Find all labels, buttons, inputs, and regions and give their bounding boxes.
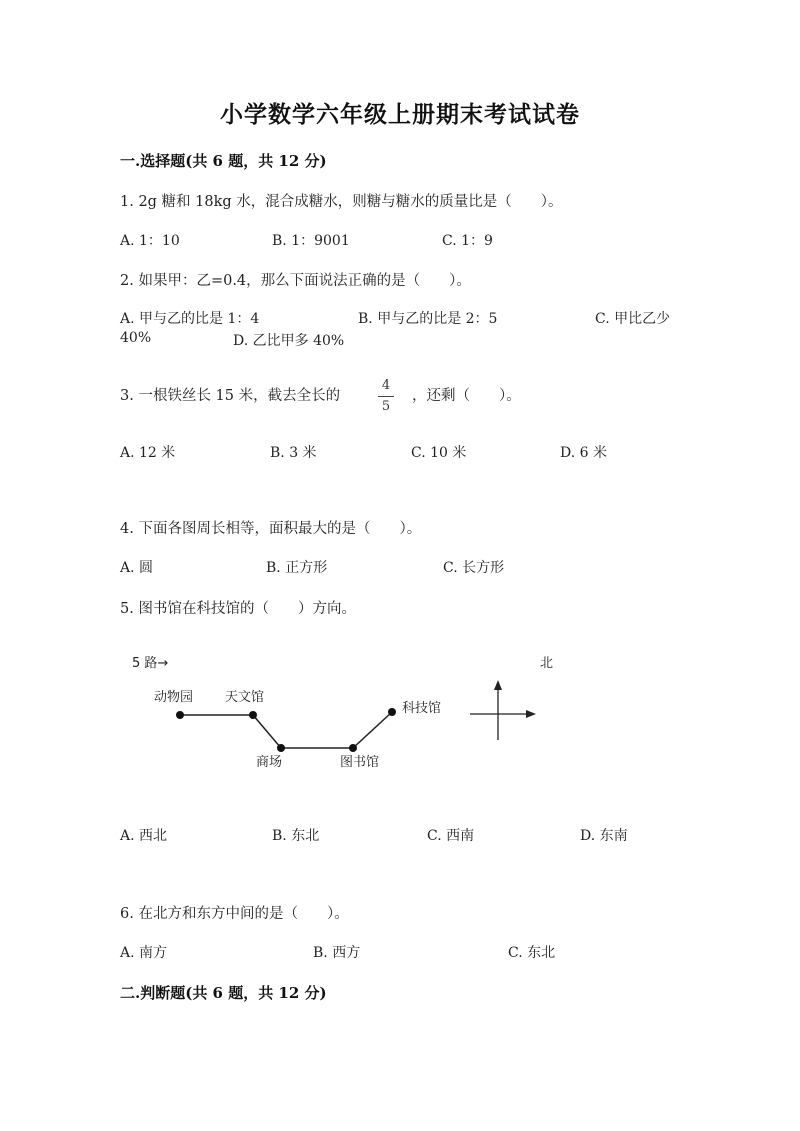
stop-label-library: 图书馆	[340, 755, 380, 770]
question-5: 5. 图书馆在科技馆的（ ）方向。	[120, 601, 356, 617]
q3-option-a: A. 12 米	[120, 445, 176, 461]
q5-option-a: A. 西北	[120, 828, 168, 844]
q6-option-b: B. 西方	[313, 945, 361, 961]
fraction-numerator: 4	[378, 377, 394, 397]
q3-option-d: D. 6 米	[560, 445, 607, 461]
question-4: 4. 下面各图周长相等，面积最大的是（ ）。	[120, 521, 422, 537]
question-3-text-before: 3. 一根铁丝长 15 米，截去全长的	[120, 388, 341, 404]
route-label: 5 路→	[132, 656, 169, 671]
q5-option-c: C. 西南	[427, 828, 475, 844]
section-heading-judgment: 二.判断题(共 6 题，共 12 分)	[120, 984, 327, 1002]
q2-option-c: C. 甲比乙少	[595, 311, 671, 327]
q5-option-b: B. 东北	[272, 828, 320, 844]
q4-option-c: C. 长方形	[443, 560, 505, 576]
section-heading-choice: 一.选择题(共 6 题，共 12 分)	[120, 152, 327, 170]
page-title: 小学数学六年级上册期末考试试卷	[220, 101, 580, 128]
q3-option-c: C. 10 米	[411, 445, 467, 461]
route-line	[180, 712, 392, 748]
compass-right-arrow-icon	[526, 710, 536, 718]
stop-dot-planetarium	[249, 711, 257, 719]
stop-label-zoo: 动物园	[154, 690, 194, 705]
route-map-diagram	[120, 645, 580, 775]
q6-option-c: C. 东北	[508, 945, 556, 961]
question-1: 1. 2g 糖和 18kg 水，混合成糖水，则糖与糖水的质量比是（ ）。	[120, 194, 563, 210]
compass-up-arrow-icon	[494, 680, 502, 690]
stop-label-mall: 商场	[256, 755, 283, 770]
stop-dot-mall	[277, 744, 285, 752]
question-3-text-after: ，还剩（ ）。	[412, 388, 521, 404]
stop-label-planetarium: 天文馆	[225, 690, 265, 705]
q4-option-b: B. 正方形	[266, 560, 328, 576]
q1-option-a: A. 1：10	[120, 233, 180, 249]
question-3	[120, 384, 340, 405]
q2-option-b: B. 甲与乙的比是 2：5	[358, 311, 498, 327]
q1-option-b: B. 1：9001	[272, 233, 350, 249]
stop-label-science-museum: 科技馆	[402, 701, 442, 716]
question-2: 2. 如果甲：乙=0.4，那么下面说法正确的是（ ）。	[120, 273, 471, 289]
stop-dot-zoo	[176, 711, 184, 719]
stop-dot-science-museum	[388, 708, 396, 716]
q5-option-d: D. 东南	[580, 828, 628, 844]
stop-dot-library	[349, 744, 357, 752]
q3-option-b: B. 3 米	[270, 445, 317, 461]
q6-option-a: A. 南方	[120, 945, 168, 961]
q4-option-a: A. 圆	[120, 560, 154, 576]
q2-option-c-continued: 40%	[120, 330, 152, 346]
q2-option-d: D. 乙比甲多 40%	[233, 333, 345, 349]
question-6: 6. 在北方和东方中间的是（ ）。	[120, 906, 349, 922]
north-label: 北	[540, 656, 554, 671]
q1-option-c: C. 1：9	[442, 233, 493, 249]
fraction-four-fifths	[378, 377, 394, 416]
fraction-denominator: 5	[381, 399, 391, 414]
q2-option-a: A. 甲与乙的比是 1：4	[120, 311, 260, 327]
